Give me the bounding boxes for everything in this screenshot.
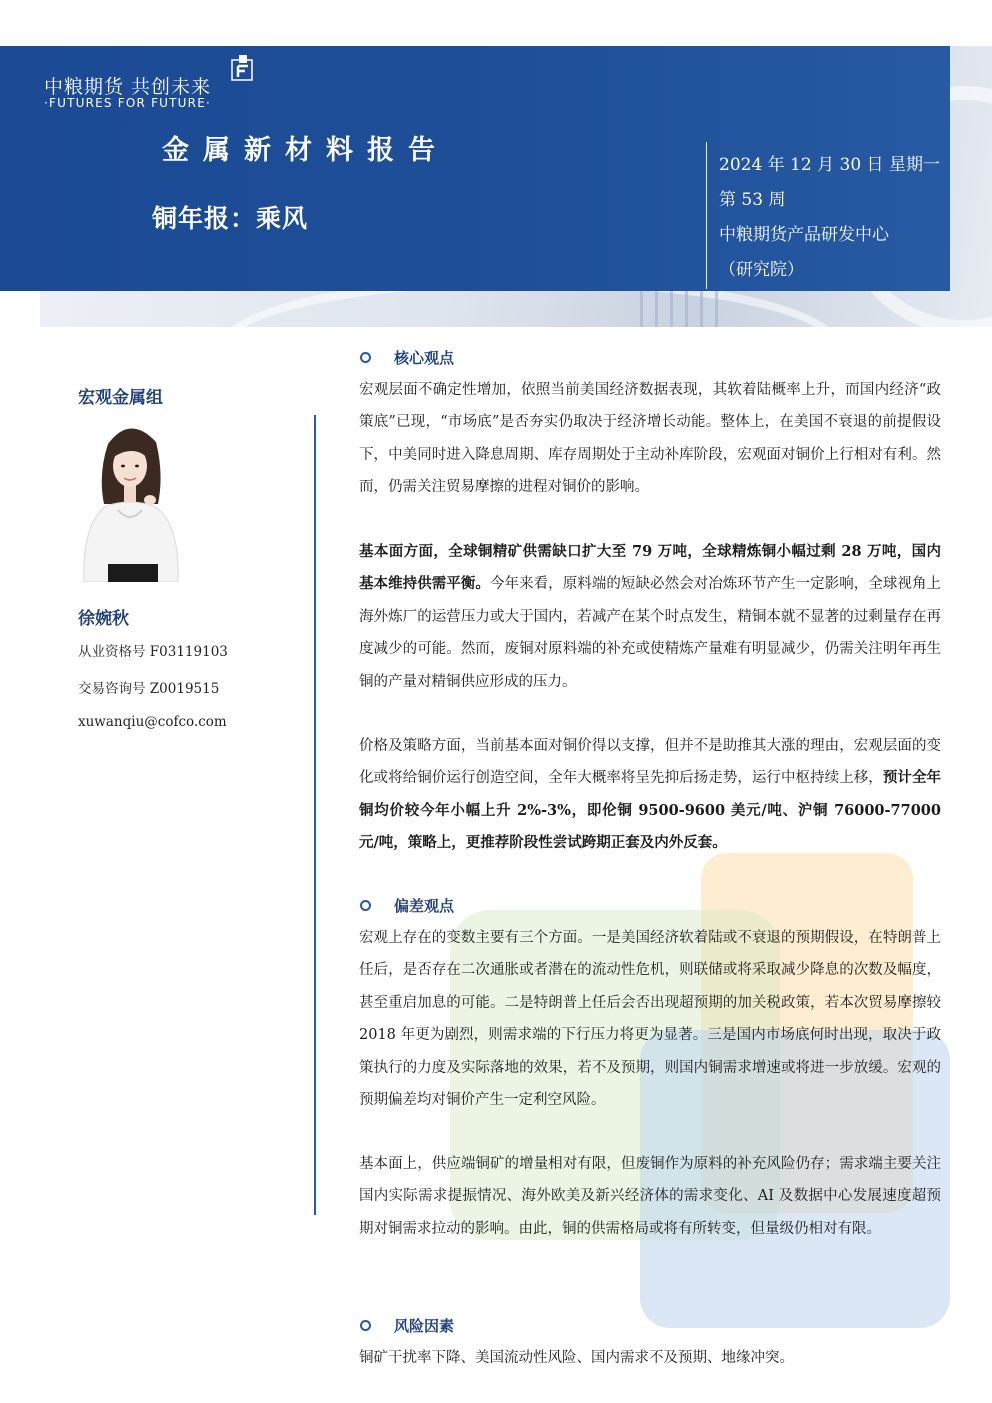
core-paragraph-1: 宏观层面不确定性增加，依照当前美国经济数据表现，其软着陆概率上升，而国内经济“政策底”已现，“市场底”是否夯实仍取决于经济增长动能。整体上，在美国不衰退的前提假设下，中美同时进入降息周期、库存周期处于主动补库阶段，宏观面对铜价上行相对有利。然而，仍需关注贸易摩擦的进程对铜价的影响。 (359, 382, 941, 496)
report-org: 中粮期货产品研发中心 (719, 225, 889, 245)
company-slogan-en: ·FUTURES FOR FUTURE· (44, 96, 211, 110)
core-paragraph-2-highlight: 基本面方面，全球铜精矿供需缺口扩大至 79 万吨，全球精炼铜小幅过剩 28 万吨，国内基本维持供需平衡。 (359, 543, 941, 593)
column-divider (314, 415, 316, 1215)
core-paragraph-3-highlight: 预计全年铜均价较今年小幅上升 2%-3%，即伦铜 9500-9600 美元/吨、沪铜 76000-77000 元/吨，策略上，更推荐阶段性尝试跨期正套及内外反套。 (359, 769, 941, 852)
core-paragraph-3 (359, 730, 941, 860)
core-paragraph-3-body: 价格及策略方面，当前基本面对铜价得以支撑，但并不是助推其大涨的理由，宏观层面的变化或将给铜价运行创造空间，全年大概率将呈先抑后扬走势，运行中枢持续上移， (359, 738, 941, 787)
company-logo-icon (229, 54, 257, 82)
report-meta (719, 152, 940, 292)
meta-divider (706, 142, 707, 289)
bullet-circle-icon (360, 900, 371, 911)
report-dept: （研究院） (719, 260, 804, 280)
report-week: 第 53 周 (719, 190, 786, 210)
analyst-name: 徐婉秋 (78, 609, 129, 629)
analyst-portrait-icon (78, 414, 182, 582)
risk-paragraph: 铜矿干扰率下降、美国流动性风险、国内需求不及预期、地缘冲突。 (359, 1350, 794, 1366)
research-group-name: 宏观金属组 (78, 388, 163, 408)
bias-paragraph-1: 宏观上存在的变数主要有三个方面。一是美国经济软着陆或不衰退的预期假设，在特朗普上任后，是否存在二次通胀或者潜在的流动性危机，则联储或将采取减少降息的次数及幅度，甚至重启加息的可能。二是特朗普上任后会否出现超预期的加关税政策，若本次贸易摩擦较 2018 年更为剧烈，则需求端的下行压力将更为显著。三是国内市场底何时出现，取决于政策执行的力度及实际落地的效果，若不及预期，则国内铜需求增速或将进一步放缓。宏观的预期偏差均对铜价产生一定利空风险。 (359, 930, 941, 1109)
analyst-license: 从业资格号 F03119103 (78, 644, 228, 660)
company-logo-text: 中粮期货 共创未来 (44, 76, 212, 98)
core-paragraph-2 (359, 536, 941, 698)
bias-paragraph-2: 基本面上，供应端铜矿的增量相对有限，但废铜作为原料的补充风险仍存；需求端主要关注国内实际需求提振情况、海外欧美及新兴经济体的需求变化、AI 及数据中心发展速度超预期对铜需求拉动的影响。由此，铜的供需格局或将有所转变，但量级仍相对有限。 (359, 1156, 941, 1237)
bullet-circle-icon (360, 1320, 371, 1331)
core-paragraph-2-body: 今年来看，原料端的短缺必然会对冶炼环节产生一定影响，全球视角上海外炼厂的运营压力或大于国内，若减产在某个时点发生，精铜本就不显著的过剩量存在再度减少的可能。然而，废铜对原料端的补充或使精炼产量难有明显减少，仍需关注明年再生铜的产量对精铜供应形成的压力。 (359, 576, 942, 690)
bullet-circle-icon (360, 352, 371, 363)
analyst-email[interactable]: xuwanqiu@cofco.com (78, 714, 227, 730)
analyst-consult-id: 交易咨询号 Z0019515 (78, 681, 220, 697)
report-date: 2024 年 12 月 30 日 星期一 (719, 155, 940, 175)
report-subtitle: 铜年报：乘风 (152, 204, 309, 233)
report-title: 金属新材料报告 (162, 135, 449, 166)
